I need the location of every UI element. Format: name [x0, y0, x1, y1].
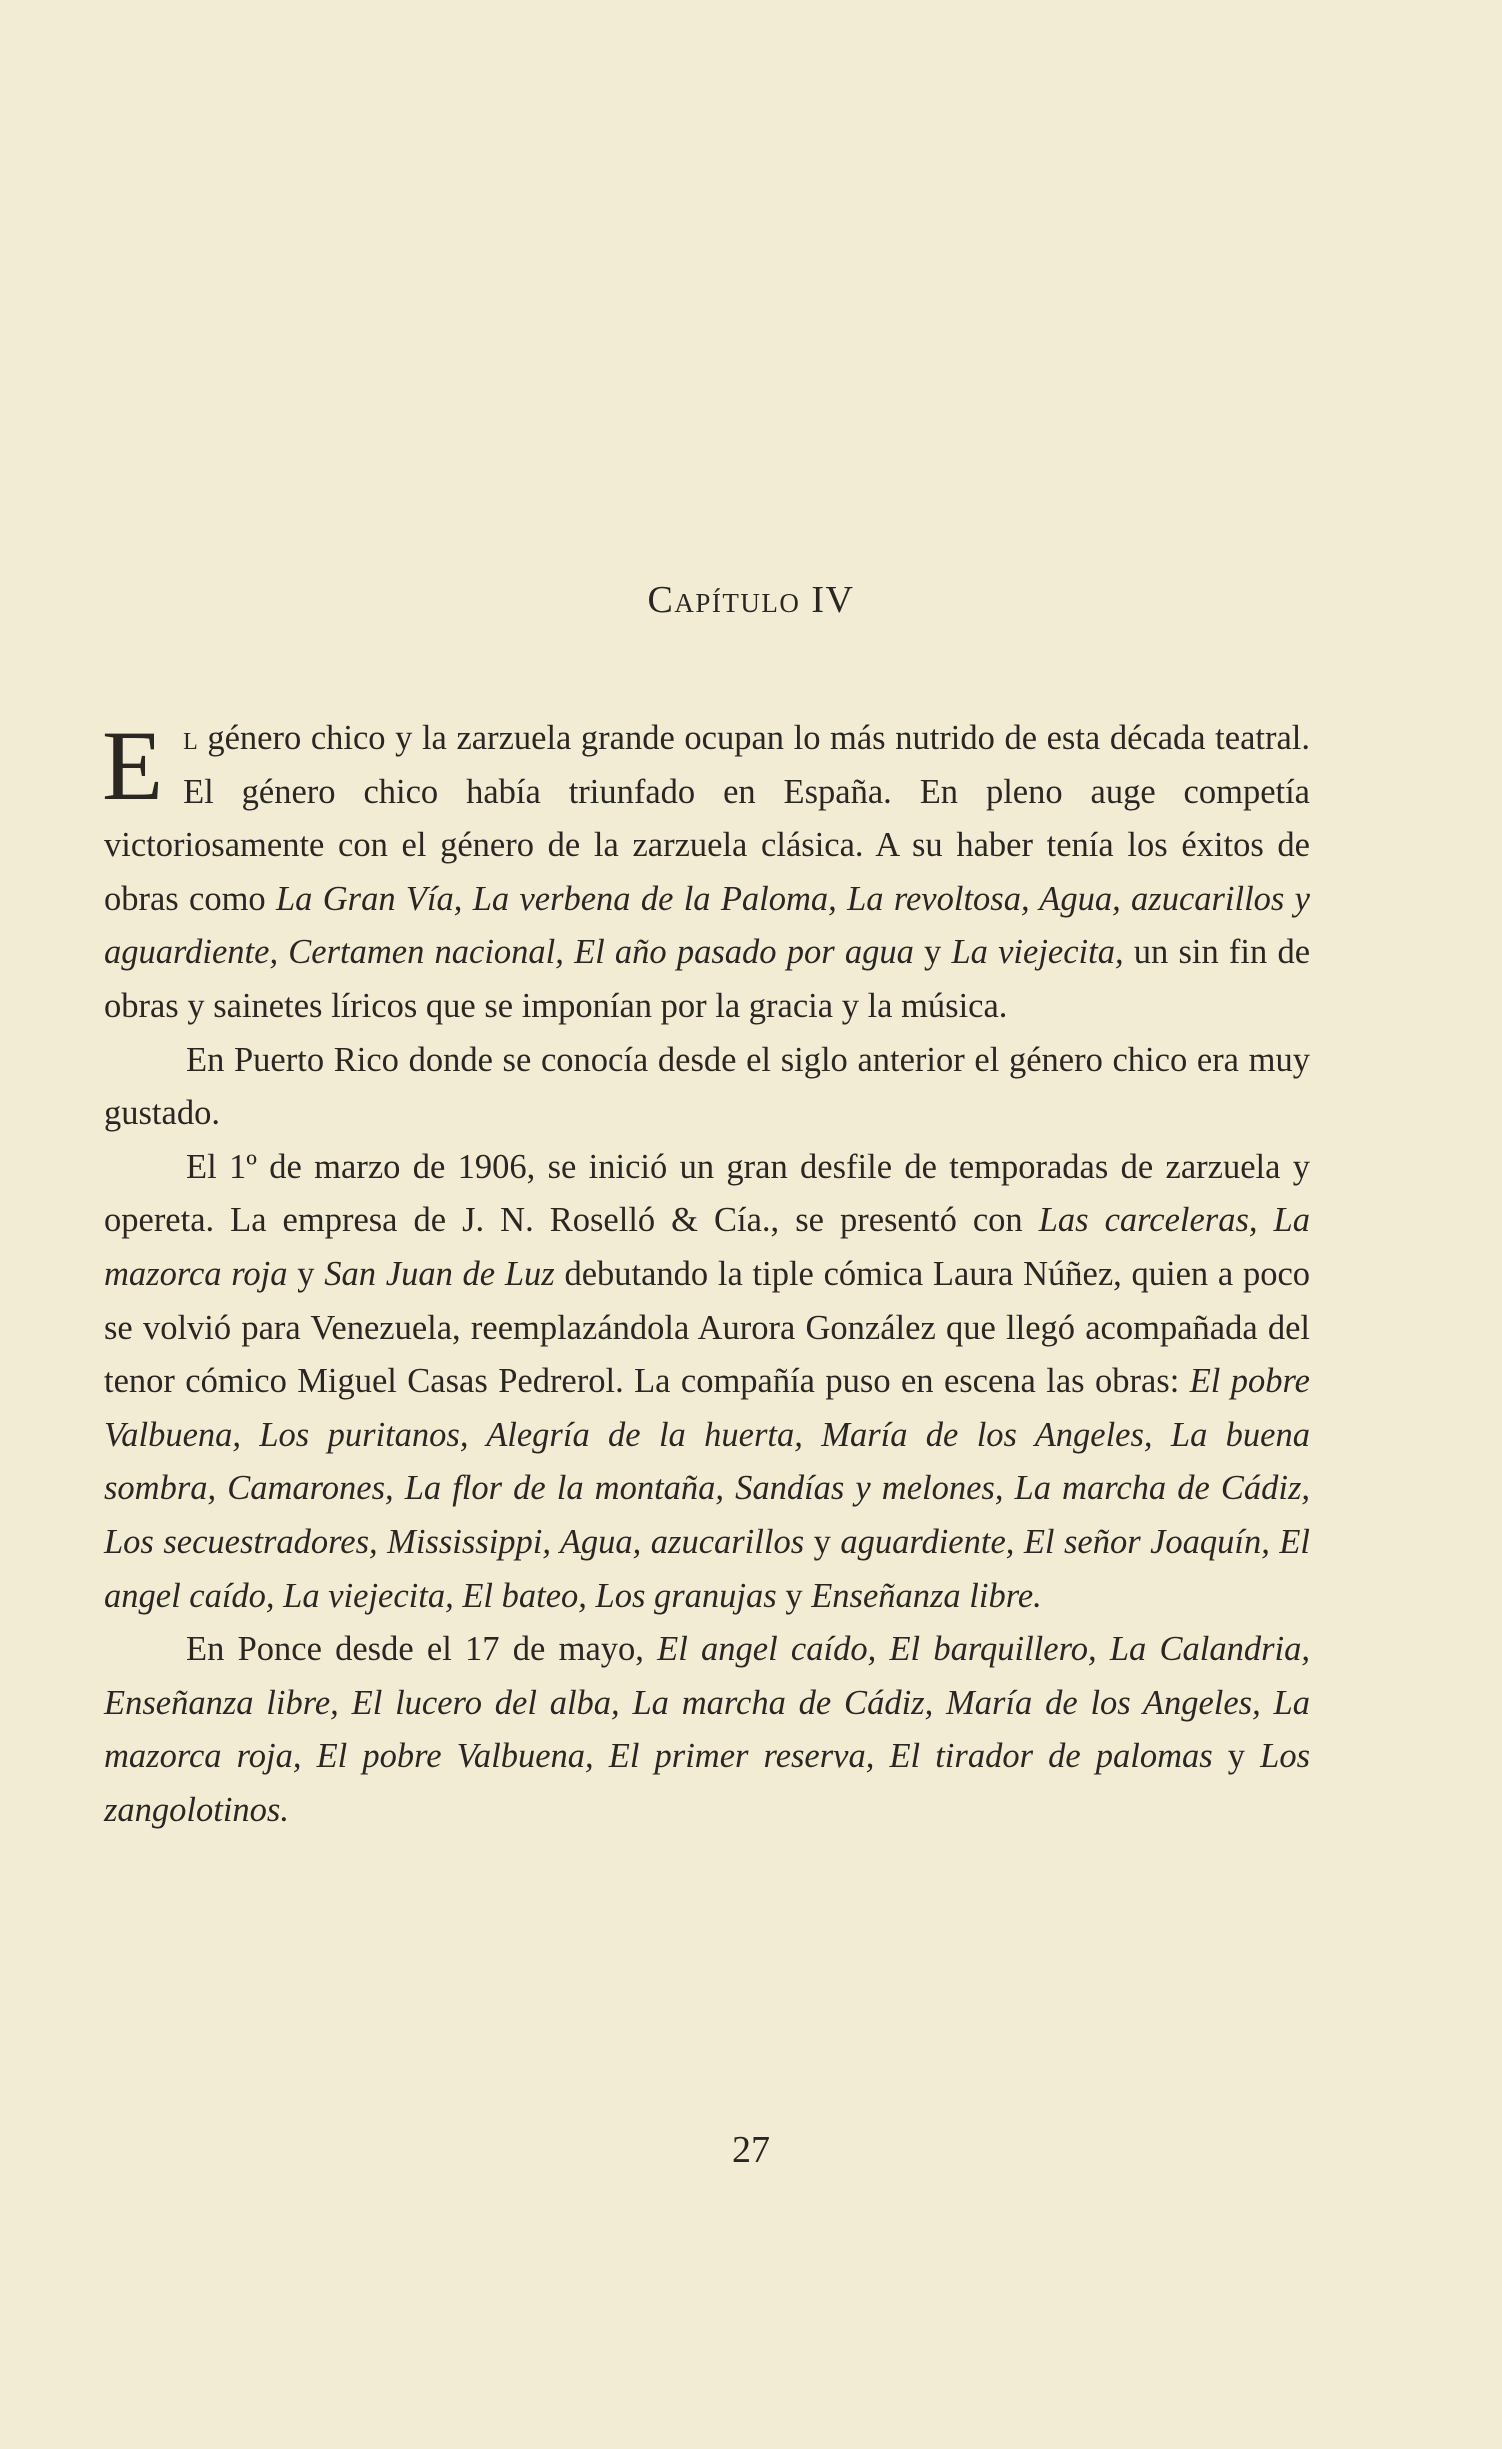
chapter-title: Capítulo IV	[647, 579, 855, 621]
italic-title-run: El pobre Valbuena, Los puritanos, Alegría de la huerta, María de los Angeles, La buena sombra, Camarones, La flor de la montaña, Sandías y melones, La marcha de Cádiz, Los secuestradores, Mississippi, Agua, azucarillos	[104, 1362, 1310, 1561]
text-run: un sin fin de obras y sainetes líricos que se imponían por la gracia y la música.	[104, 933, 1311, 1025]
italic-title-run: Enseñanza libre.	[811, 1576, 1042, 1615]
lead-letters: l	[183, 719, 198, 757]
italic-title-run: La Gran Vía, La verbena de la Paloma, La revoltosa, Agua, azucarillos y aguardiente, Certamen nacional, El año pasado por agua	[104, 879, 1310, 972]
text-run: y	[1212, 1737, 1261, 1776]
paragraph	[104, 1034, 1310, 1141]
paragraph	[104, 1141, 1310, 1623]
text-run: y	[776, 1576, 812, 1615]
text-run: y	[287, 1254, 325, 1293]
drop-cap: E	[102, 710, 164, 821]
text-run: El 1º de marzo de 1906, se inició un gran desfile de temporadas de zarzuela y opereta. La empresa de J. N. Roselló & Cía., se presentó con	[104, 1147, 1310, 1240]
italic-title-run: La viejecita,	[951, 933, 1124, 972]
text-run: género chico y la zarzuela grande ocupan lo más nutrido de esta década teatral. El género chico había triunfado en España. En pleno auge competía victoriosamente con el género de la zarzuela clásica. A su haber tenía los éxitos de obras como	[104, 719, 1310, 918]
italic-title-run: Los zangolotinos.	[104, 1737, 1311, 1829]
paragraph	[104, 1623, 1310, 1837]
text-run: debutando la tiple cómica Laura Núñez, quien a poco se volvió para Venezuela, reemplazándola Aurora González que llegó acompañada del tenor cómico Miguel Casas Pedrerol. La compañía puso en escena las obras:	[104, 1254, 1311, 1401]
text-run: y	[913, 933, 952, 972]
body-text	[104, 712, 1310, 1837]
text-run: En Ponce desde el 17 de mayo,	[186, 1630, 658, 1669]
italic-title-run: aguardiente, El señor Joaquín, El angel caído, La viejecita, El bateo, Los granujas	[104, 1522, 1310, 1615]
paragraph	[104, 712, 1310, 1034]
text-run: y	[804, 1522, 841, 1561]
italic-title-run: San Juan de Luz	[324, 1254, 555, 1293]
italic-title-run: Las carceleras, La mazorca roja	[104, 1201, 1310, 1293]
text-run: En Puerto Rico donde se conocía desde el siglo anterior el género chico era muy gustado.	[104, 1040, 1310, 1133]
italic-title-run: El angel caído, El barquillero, La Calandria, Enseñanza libre, El lucero del alba, La marcha de Cádiz, María de los Angeles, La mazorca roja, El pobre Valbuena, El primer reserva, El tirador de palomas	[104, 1630, 1310, 1776]
page-number: 27	[732, 2129, 770, 2171]
